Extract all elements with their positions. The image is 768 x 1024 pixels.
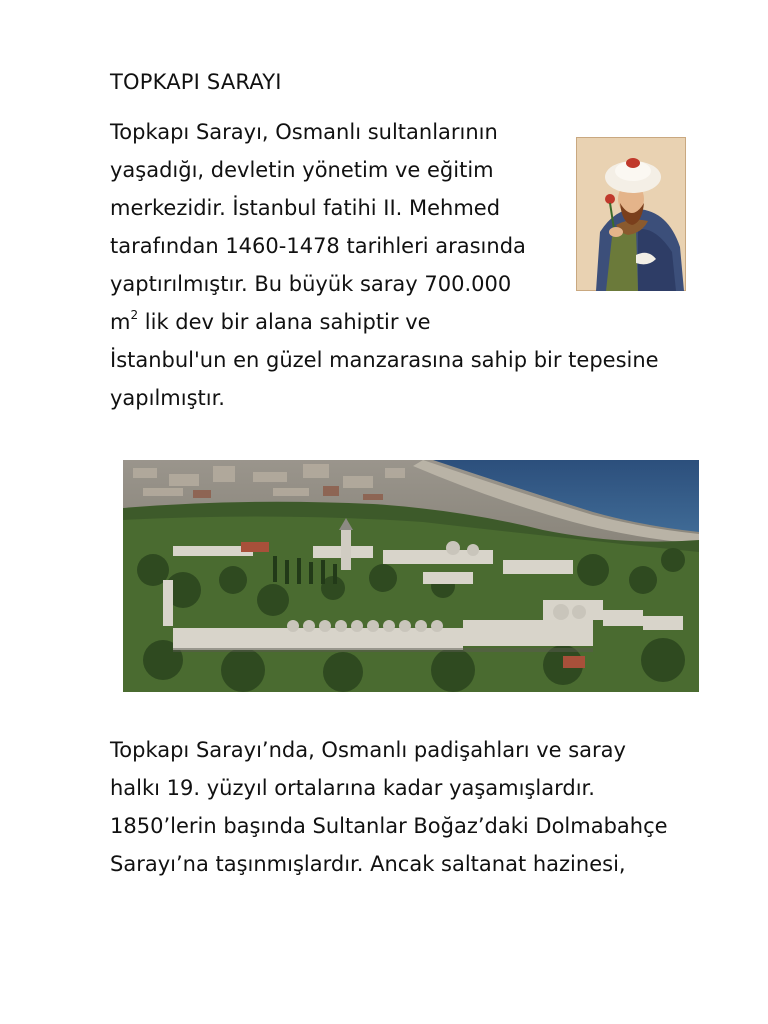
paragraph-1-line-2: yaşadığı, devletin yönetim ve eğitim (110, 158, 494, 182)
sultan-portrait-image (576, 137, 686, 291)
paragraph-2-line-3: 1850’lerin başında Sultanlar Boğaz’daki Dolmabahçe (110, 814, 668, 838)
paragraph-1-line-5: yaptırılmıştır. Bu büyük saray 700.000 (110, 272, 512, 296)
paragraph-1-line-8: yapılmıştır. (110, 386, 225, 410)
paragraph-2-line-2: halkı 19. yüzyıl ortalarına kadar yaşamışlardır. (110, 776, 595, 800)
area-unit-superscript: 2 (130, 308, 139, 322)
paragraph-1-line-6 (110, 310, 431, 334)
paragraph-2-line-1: Topkapı Sarayı’nda, Osmanlı padişahları ve saray (110, 738, 626, 762)
paragraph-1-line-1: Topkapı Sarayı, Osmanlı sultanlarının (110, 120, 498, 144)
document-title: TOPKAPI SARAYI (110, 70, 282, 94)
paragraph-1-line-6-rest: lik dev bir alana sahiptir ve (138, 310, 431, 334)
paragraph-2-line-4: Sarayı’na taşınmışlardır. Ancak saltanat hazinesi, (110, 852, 626, 876)
paragraph-1-line-3: merkezidir. İstanbul fatihi II. Mehmed (110, 196, 501, 220)
paragraph-1-line-7: İstanbul'un en güzel manzarasına sahip bir tepesine (110, 348, 659, 372)
paragraph-1-line-4: tarafından 1460-1478 tarihleri arasında (110, 234, 526, 258)
area-unit: m (110, 310, 131, 334)
topkapi-aerial-photo (123, 460, 699, 692)
